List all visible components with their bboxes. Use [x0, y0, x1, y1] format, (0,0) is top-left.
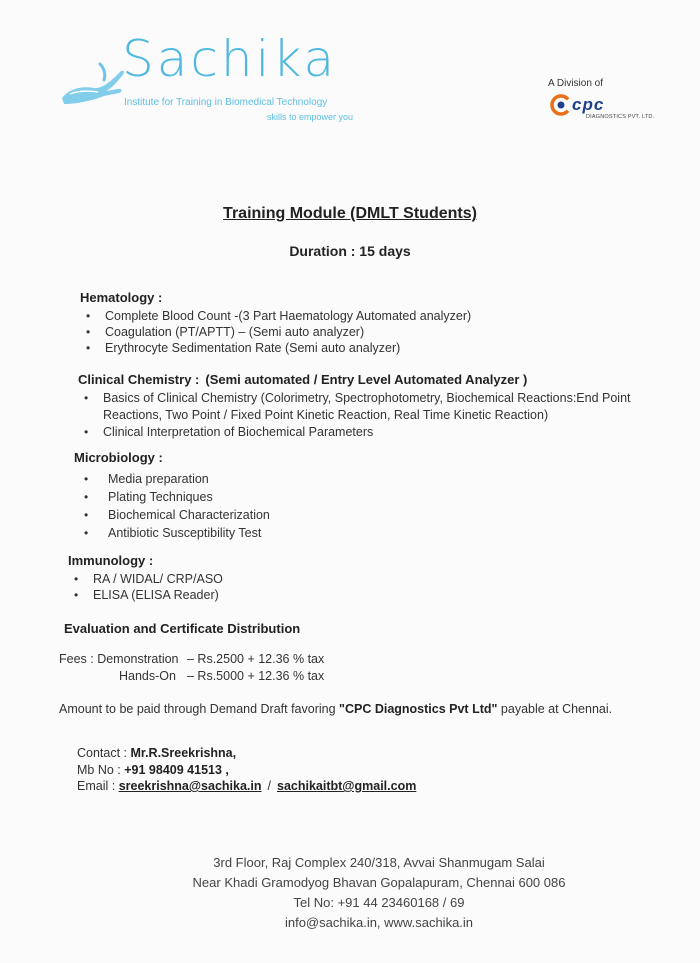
- cpc-subtitle: DIAGNOSTICS PVT. LTD.: [586, 114, 655, 120]
- footer-line: Near Khadi Gramodyog Bhavan Gopalapuram, Chennai 600 086: [192, 875, 566, 890]
- fee-amount: – Rs.5000 + 12.36 % tax: [187, 669, 325, 683]
- email-link-primary[interactable]: sreekrishna@sachika.in: [118, 779, 262, 793]
- payment-payee: "CPC Diagnostics Pvt Ltd": [339, 702, 498, 716]
- cpc-name: cpc: [572, 95, 605, 114]
- section-heading: Microbiology :: [74, 450, 163, 465]
- mobile-label: Mb No :: [77, 762, 125, 777]
- duration: Duration : 15 days: [289, 243, 411, 259]
- contact-name-row: [77, 746, 416, 763]
- payment-suffix: payable at Chennai.: [497, 702, 613, 716]
- section-immunology: [68, 553, 223, 603]
- document-title: Training Module (DMLT Students): [223, 205, 477, 222]
- footer-line: 3rd Floor, Raj Complex 240/318, Avvai Shanmugam Salai: [213, 855, 545, 870]
- section-heading: Immunology :: [68, 553, 154, 568]
- section-clinical-chemistry: [78, 372, 638, 441]
- list-item: • Biochemical Characterization: [74, 506, 270, 524]
- brand-tagline: Institute for Training in Biomedical Technology: [124, 97, 328, 108]
- list-item: • Plating Techniques: [74, 488, 270, 506]
- payment-note: [59, 702, 629, 717]
- list-item: • Erythrocyte Sedimentation Rate (Semi auto analyzer): [80, 340, 471, 356]
- payment-prefix: Amount to be paid through Demand Draft favoring: [59, 702, 340, 716]
- fee-label: Hands-On: [119, 669, 176, 683]
- section-heading-note: (Semi automated / Entry Level Automated Analyzer ): [205, 372, 528, 387]
- contact-name: Mr.R.Sreekrishna,: [130, 746, 237, 760]
- section-heading-label: Clinical Chemistry :: [78, 372, 200, 387]
- list-item: • ELISA (ELISA Reader): [68, 587, 223, 603]
- mobile-number: +91 98409 41513 ,: [124, 762, 229, 777]
- email-link-secondary[interactable]: sachikaitbt@gmail.com: [277, 779, 417, 793]
- section-microbiology: [74, 450, 270, 542]
- email-separator: /: [267, 779, 271, 793]
- section-hematology: [80, 290, 471, 356]
- fee-label: Fees : Demonstration: [59, 652, 179, 666]
- sachika-logo: [60, 28, 380, 128]
- division-label: A Division of: [548, 78, 604, 89]
- list-item: • Media preparation: [74, 470, 270, 488]
- footer-line: info@sachika.in, www.sachika.in: [284, 915, 474, 930]
- brand-name: Sachika: [122, 30, 338, 88]
- list-item: • Antibiotic Susceptibility Test: [74, 524, 270, 542]
- fee-amount: – Rs.2500 + 12.36 % tax: [187, 652, 325, 666]
- evaluation-heading: Evaluation and Certificate Distribution: [64, 621, 301, 636]
- list-item: • Complete Blood Count -(3 Part Haematology Automated analyzer): [80, 308, 471, 324]
- contact-mobile-row: [77, 763, 416, 780]
- contact-label: Contact :: [77, 746, 131, 760]
- parent-company: [548, 78, 668, 120]
- footer-line: Tel No: +91 44 23460168 / 69: [293, 895, 465, 910]
- section-heading: Hematology :: [80, 290, 163, 305]
- list-item: • Clinical Interpretation of Biochemical Parameters: [78, 424, 638, 441]
- email-label: Email :: [77, 779, 119, 793]
- list-item: • RA / WIDAL/ CRP/ASO: [68, 571, 223, 587]
- contact-email-row: [77, 779, 416, 796]
- section-heading: [78, 372, 638, 387]
- list-item: • Basics of Clinical Chemistry (Colorimetry, Spectrophotometry, Biochemical Reactions:End Point Reactions, Two Point / Fixed Point Kinetic Reaction, Real Time Kinetic Reaction): [78, 390, 638, 424]
- footer-address: [0, 853, 700, 933]
- hand-logo-icon: [60, 58, 130, 108]
- list-item: • Coagulation (PT/APTT) – (Semi auto analyzer): [80, 324, 471, 340]
- cpc-logo: [548, 92, 668, 122]
- contact-block: [77, 746, 416, 796]
- cpc-swirl-icon: [548, 92, 574, 118]
- brand-slogan: skills to empower you: [267, 112, 354, 122]
